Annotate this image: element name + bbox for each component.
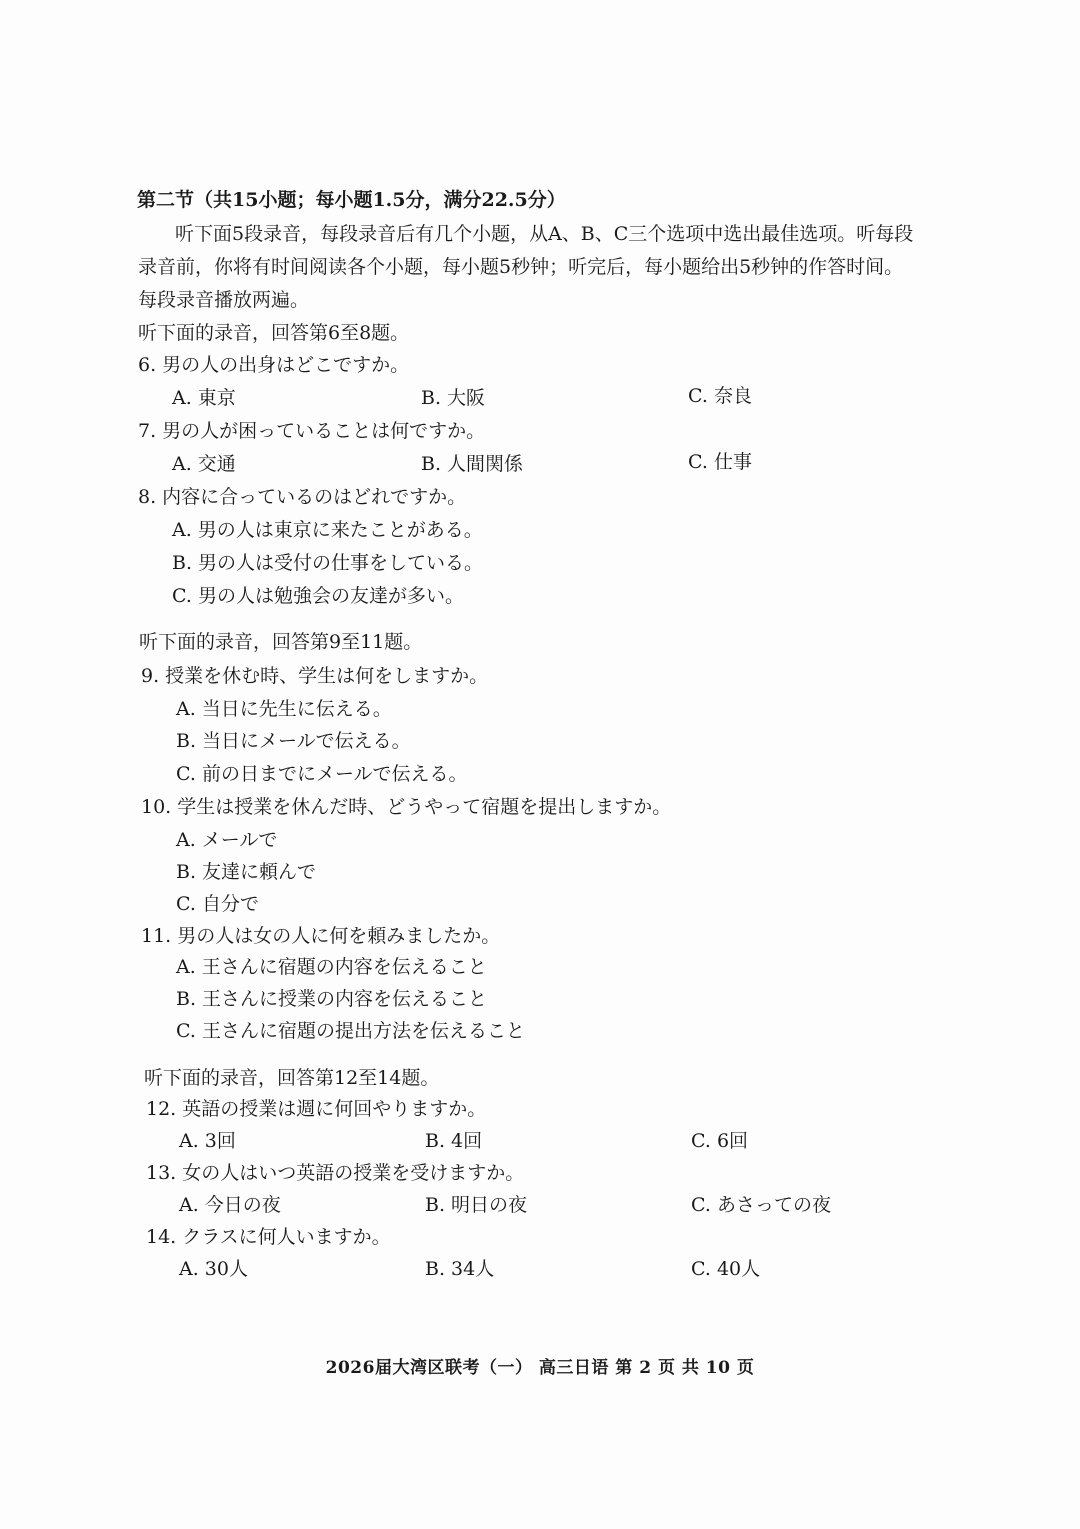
option-a: A. 東京 [172,387,236,409]
instruction-line-2: 录音前，你将有时间阅读各个小题，每小题5秒钟；听完后，每小题给出5秒钟的作答时间。 [138,256,904,278]
option-c: C. 奈良 [688,385,752,407]
option-c: C. 仕事 [688,451,752,473]
group-prompt: 听下面的录音，回答第6至8题。 [138,322,410,344]
question-stem: 6. 男の人の出身はどこですか。 [138,354,410,376]
option-c: C. あさっての夜 [691,1194,831,1216]
question-stem: 14. クラスに何人いますか。 [146,1226,391,1248]
instruction-line-1: 听下面5段录音，每段录音后有几个小题，从A、B、C三个选项中选出最佳选项。听每段 [175,223,914,245]
option-a: A. 王さんに宿題の内容を伝えること [176,956,487,978]
option-b: B. 人間関係 [421,453,524,475]
option-a: A. 男の人は東京に来たことがある。 [172,519,483,541]
option-c: C. 40人 [691,1258,761,1280]
option-a: A. 交通 [172,453,236,475]
option-c: C. 自分で [176,893,259,915]
page-footer: 2026届大湾区联考（一） 高三日语 第 2 页 共 10 页 [325,1358,755,1378]
question-stem: 12. 英語の授業は週に何回やりますか。 [146,1098,487,1120]
option-b: B. 明日の夜 [425,1194,528,1216]
section-title: 第二节（共15小题；每小题1.5分，满分22.5分） [137,189,566,211]
option-a: A. 3回 [179,1130,236,1152]
option-b: B. 王さんに授業の内容を伝えること [176,988,488,1010]
option-b: B. 友達に頼んで [176,861,317,883]
option-b: B. 当日にメールで伝える。 [176,730,411,752]
option-b: B. 男の人は受付の仕事をしている。 [172,552,484,574]
option-a: A. メールで [176,829,278,851]
question-stem: 13. 女の人はいつ英語の授業を受けますか。 [146,1162,525,1184]
question-stem: 10. 学生は授業を休んだ時、どうやって宿題を提出しますか。 [141,796,672,818]
option-c: C. 男の人は勉強会の友達が多い。 [172,585,464,607]
instruction-line-3: 每段录音播放两遍。 [138,289,310,311]
option-a: A. 30人 [179,1258,248,1280]
group-prompt: 听下面的录音，回答第9至11题。 [139,631,423,653]
question-stem: 9. 授業を休む時、学生は何をしますか。 [141,665,489,687]
option-a: A. 当日に先生に伝える。 [176,698,392,720]
option-c: C. 6回 [691,1130,749,1152]
question-stem: 11. 男の人は女の人に何を頼みましたか。 [141,925,501,947]
option-b: B. 34人 [425,1258,495,1280]
option-b: B. 4回 [425,1130,483,1152]
option-b: B. 大阪 [421,387,486,409]
question-stem: 8. 内容に合っているのはどれですか。 [138,486,467,508]
group-prompt: 听下面的录音，回答第12至14题。 [144,1067,440,1089]
option-a: A. 今日の夜 [179,1194,281,1216]
question-stem: 7. 男の人が困っていることは何ですか。 [138,420,486,442]
option-c: C. 王さんに宿題の提出方法を伝えること [176,1020,525,1042]
option-c: C. 前の日までにメールで伝える。 [176,763,468,785]
